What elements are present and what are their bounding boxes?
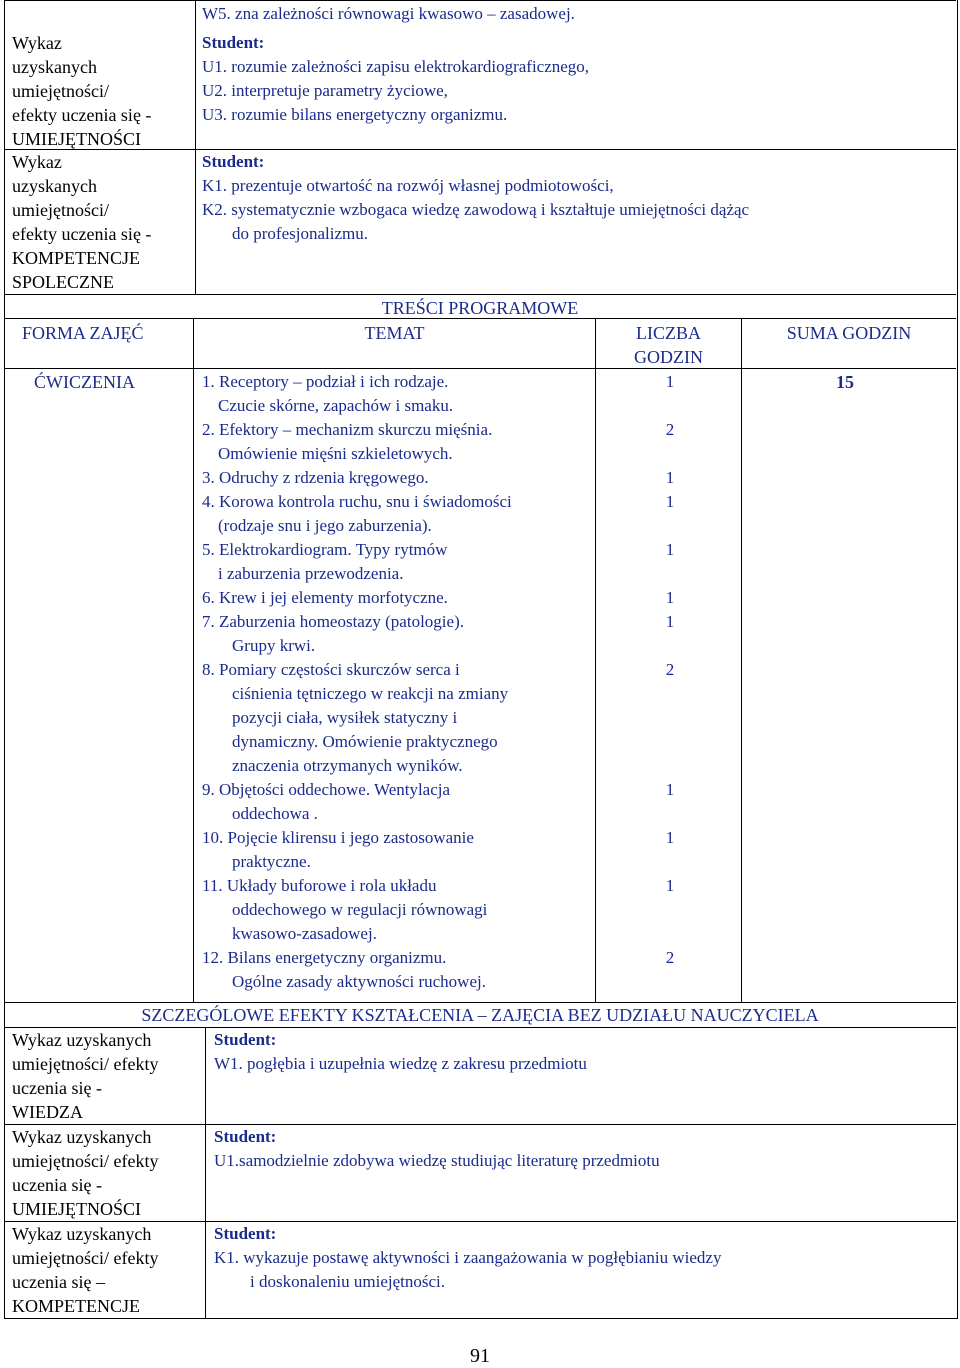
rule bbox=[4, 0, 956, 1]
topic-row bbox=[202, 946, 732, 994]
topic-hours: 1 bbox=[665, 492, 675, 511]
topic-row bbox=[202, 658, 732, 778]
topic-line: i zaburzenia przewodzenia. bbox=[218, 564, 404, 583]
topic-line: praktyczne. bbox=[232, 852, 311, 871]
topic-line: dynamiczny. Omówienie praktycznego bbox=[232, 732, 498, 751]
topic-line: oddechowa . bbox=[232, 804, 318, 823]
topic-hours: 1 bbox=[665, 780, 675, 799]
column-divider bbox=[193, 318, 194, 1002]
kompetencje-content: Student: K1. prezentuje otwartość na rozwój własnej podmiotowości, K2. systematycznie wzbogaca wiedzę zawodową i kształtuje umiejętności dążąc do profesjonalizmu. bbox=[202, 152, 750, 243]
kompetencje-independent-label: Wykaz uzyskanych umiejętności/ efekty uczenia się – KOMPETENCJE bbox=[12, 1224, 159, 1316]
topic-line: 10. Pojęcie klirensu i jego zastosowanie bbox=[202, 828, 474, 847]
w5-item: W5. zna zależności równowagi kwasowo – zasadowej. bbox=[202, 4, 575, 23]
rule bbox=[4, 368, 956, 369]
wiedza-label: Wykaz uzyskanych umiejętności/ efekty uczenia się - WIEDZA bbox=[12, 1030, 159, 1122]
topic-line: 4. Korowa kontrola ruchu, snu i świadomości bbox=[202, 492, 512, 511]
topic-hours: 1 bbox=[665, 372, 675, 391]
umiejetnosci-independent-content: Student: U1.samodzielnie zdobywa wiedzę studiując literaturę przedmiotu bbox=[214, 1127, 660, 1170]
independent-title: SZCZEGÓLOWE EFEKTY KSZTAŁCENIA – ZAJĘCIA BEZ UDZIAŁU NAUCZYCIELA bbox=[141, 1005, 819, 1025]
topic-line: Ogólne zasady aktywności ruchowej. bbox=[232, 972, 486, 991]
topic-row bbox=[202, 874, 732, 946]
topic-row bbox=[202, 418, 732, 466]
topic-line: Czucie skórne, zapachów i smaku. bbox=[218, 396, 454, 415]
topic-hours: 1 bbox=[665, 612, 675, 631]
topic-line: (rodzaje snu i jego zaburzenia). bbox=[218, 516, 432, 535]
topic-row bbox=[202, 826, 732, 874]
topic-row bbox=[202, 370, 732, 418]
topic-line: kwasowo-zasadowej. bbox=[232, 924, 377, 943]
topic-row bbox=[202, 466, 732, 490]
topic-line: 12. Bilans energetyczny organizmu. bbox=[202, 948, 447, 967]
topic-hours: 2 bbox=[665, 660, 675, 679]
topic-hours: 1 bbox=[665, 588, 675, 607]
topic-line: 2. Efektory – mechanizm skurczu mięśnia. bbox=[202, 420, 493, 439]
wiedza-content: Student: W1. pogłębia i uzupełnia wiedzę z zakresu przedmiotu bbox=[214, 1030, 587, 1073]
topic-row bbox=[202, 586, 732, 610]
topic-row bbox=[202, 610, 732, 658]
topic-line: 1. Receptory – podział i ich rodzaje. bbox=[202, 372, 449, 391]
topic-line: Omówienie mięśni szkieletowych. bbox=[218, 444, 453, 463]
topic-row bbox=[202, 490, 732, 538]
header-forma: FORMA ZAJĘĆ bbox=[22, 323, 144, 343]
program-title: TREŚCI PROGRAMOWE bbox=[381, 298, 579, 318]
suma-value: 15 bbox=[836, 372, 854, 392]
header-temat: TEMAT bbox=[364, 323, 425, 343]
topic-line: 11. Układy buforowe i rola układu bbox=[202, 876, 437, 895]
column-divider bbox=[741, 318, 742, 1002]
topic-line: 3. Odruchy z rdzenia kręgowego. bbox=[202, 468, 429, 487]
topic-line: ciśnienia tętniczego w reakcji na zmiany bbox=[232, 684, 509, 703]
umiejetnosci-independent-label: Wykaz uzyskanych umiejętności/ efekty uczenia się - UMIEJĘTNOŚCI bbox=[12, 1127, 159, 1219]
topic-line: 9. Objętości oddechowe. Wentylacja bbox=[202, 780, 451, 799]
column-divider bbox=[205, 1027, 206, 1318]
page-number: 91 bbox=[470, 1345, 490, 1367]
topic-line: 6. Krew i jej elementy morfotyczne. bbox=[202, 588, 448, 607]
umiejetnosci-content: Student: U1. rozumie zależności zapisu elektrokardiograficznego, U2. interpretuje parametry życiowe, U3. rozumie bilans energetyczny organizmu. bbox=[202, 33, 590, 124]
topic-line: oddechowego w regulacji równowagi bbox=[232, 900, 488, 919]
topic-line: pozycji ciała, wysiłek statyczny i bbox=[232, 708, 458, 727]
topic-line: 5. Elektrokardiogram. Typy rytmów bbox=[202, 540, 448, 559]
topic-hours: 1 bbox=[665, 468, 675, 487]
topic-line: znaczenia otrzymanych wyników. bbox=[232, 756, 463, 775]
rule bbox=[4, 294, 956, 295]
topic-line: 7. Zaburzenia homeostazy (patologie). bbox=[202, 612, 464, 631]
topic-line: 8. Pomiary częstości skurczów serca i bbox=[202, 660, 460, 679]
header-godzin: GODZIN bbox=[634, 347, 703, 367]
header-liczba: LICZBA bbox=[636, 323, 701, 343]
topic-hours: 1 bbox=[665, 876, 675, 895]
forma-cwiczenia: ĆWICZENIA bbox=[34, 372, 135, 392]
column-divider bbox=[195, 0, 196, 294]
topics-list bbox=[202, 370, 732, 994]
topic-hours: 1 bbox=[665, 828, 675, 847]
topic-row bbox=[202, 538, 732, 586]
topic-hours: 2 bbox=[665, 948, 675, 967]
topic-line: Grupy krwi. bbox=[232, 636, 316, 655]
topic-hours: 2 bbox=[665, 420, 675, 439]
umiejetnosci-label: Wykaz uzyskanych umiejętności/ efekty uczenia się - UMIEJĘTNOŚCI bbox=[12, 33, 152, 149]
header-suma: SUMA GODZIN bbox=[786, 323, 912, 343]
topic-row bbox=[202, 778, 732, 826]
kompetencje-label: Wykaz uzyskanych umiejętności/ efekty uczenia się - KOMPETENCJE SPOLECZNE bbox=[12, 152, 152, 292]
kompetencje-independent-content: Student: K1. wykazuje postawę aktywności i zaangażowania w pogłębianiu wiedzy i doskonaleniu umiejętności. bbox=[214, 1224, 722, 1291]
topic-hours: 1 bbox=[665, 540, 675, 559]
